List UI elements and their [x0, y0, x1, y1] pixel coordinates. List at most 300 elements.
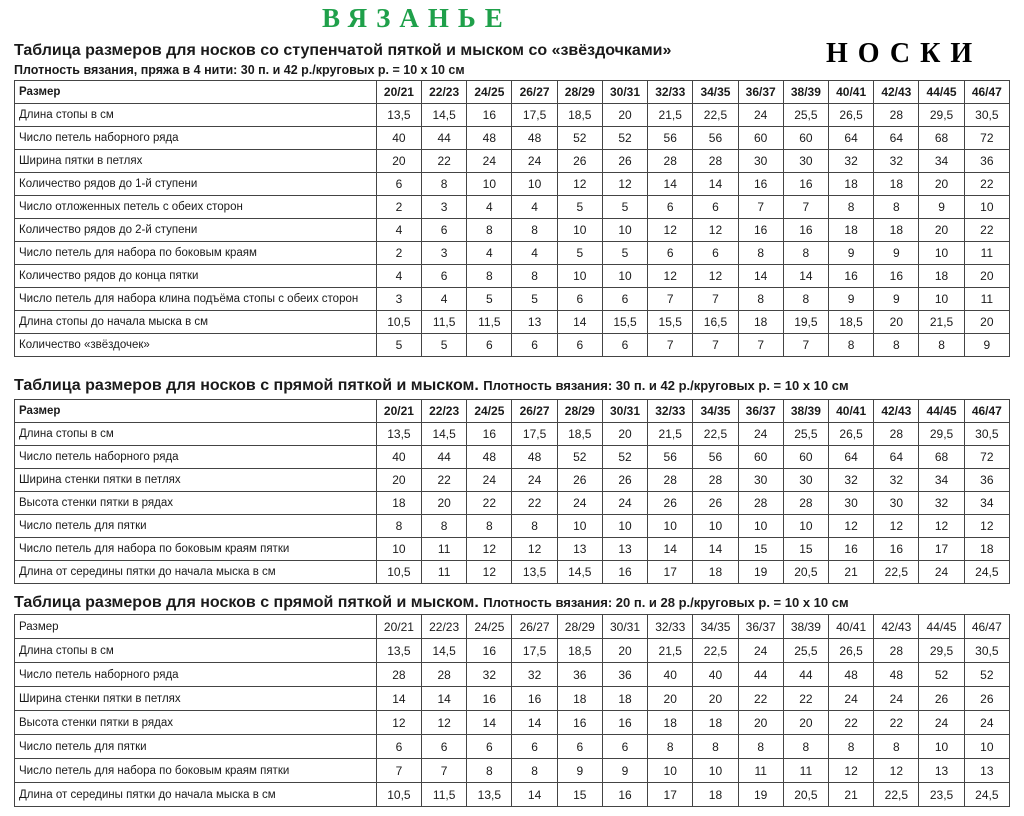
value-cell: 8 [693, 735, 738, 759]
value-cell: 22 [422, 469, 467, 492]
value-cell: 20 [602, 639, 647, 663]
value-cell: 56 [648, 446, 693, 469]
value-cell: 6 [376, 735, 421, 759]
value-cell: 18 [829, 173, 874, 196]
value-cell: 10 [964, 196, 1009, 219]
table3 [14, 614, 1010, 807]
value-cell: 6 [557, 735, 602, 759]
value-cell: 48 [467, 127, 512, 150]
value-cell: 26,5 [829, 104, 874, 127]
value-cell: 13,5 [376, 423, 421, 446]
size-header-cell: 24/25 [467, 400, 512, 423]
value-cell: 52 [919, 663, 964, 687]
size-header-cell: 26/27 [512, 400, 557, 423]
size-header-cell: 46/47 [964, 400, 1009, 423]
size-header-cell: 36/37 [738, 81, 783, 104]
value-cell: 10 [557, 265, 602, 288]
value-cell: 21,5 [648, 639, 693, 663]
value-cell: 32 [512, 663, 557, 687]
row-label-cell: Длина стопы в см [15, 639, 377, 663]
value-cell: 11,5 [422, 783, 467, 807]
value-cell: 11 [964, 288, 1009, 311]
value-cell: 19,5 [783, 311, 828, 334]
value-cell: 60 [738, 446, 783, 469]
table-row [15, 759, 1010, 783]
value-cell: 13,5 [376, 104, 421, 127]
value-cell: 24,5 [964, 561, 1009, 584]
row-label-cell: Число петель для набора по боковым краям пятки [15, 538, 377, 561]
value-cell: 16 [467, 104, 512, 127]
value-cell: 16 [467, 639, 512, 663]
value-cell: 48 [467, 446, 512, 469]
value-cell: 18 [874, 219, 919, 242]
value-cell: 11 [964, 242, 1009, 265]
value-cell: 6 [557, 288, 602, 311]
size-header-cell: 38/39 [783, 81, 828, 104]
value-cell: 20 [376, 469, 421, 492]
value-cell: 10 [376, 538, 421, 561]
value-cell: 7 [376, 759, 421, 783]
value-cell: 13 [919, 759, 964, 783]
value-cell: 11,5 [467, 311, 512, 334]
value-cell: 44 [422, 446, 467, 469]
value-cell: 10 [738, 515, 783, 538]
value-cell: 48 [512, 446, 557, 469]
table-row [15, 334, 1010, 357]
value-cell: 12 [557, 173, 602, 196]
value-cell: 7 [422, 759, 467, 783]
value-cell: 18 [376, 492, 421, 515]
value-cell: 22,5 [693, 423, 738, 446]
value-cell: 44 [422, 127, 467, 150]
value-cell: 8 [783, 288, 828, 311]
table-row [15, 735, 1010, 759]
value-cell: 32 [874, 469, 919, 492]
value-cell: 10,5 [376, 561, 421, 584]
value-cell: 12 [648, 219, 693, 242]
value-cell: 6 [422, 735, 467, 759]
value-cell: 14 [467, 711, 512, 735]
size-header-cell: 40/41 [829, 615, 874, 639]
value-cell: 14,5 [422, 639, 467, 663]
value-cell: 48 [829, 663, 874, 687]
size-header-cell: 44/45 [919, 81, 964, 104]
table-row [15, 687, 1010, 711]
value-cell: 17,5 [512, 423, 557, 446]
value-cell: 52 [557, 127, 602, 150]
table-row [15, 173, 1010, 196]
value-cell: 10 [964, 735, 1009, 759]
row-label-cell: Число петель для набора по боковым краям [15, 242, 377, 265]
value-cell: 4 [467, 242, 512, 265]
value-cell: 7 [783, 334, 828, 357]
value-cell: 10 [602, 265, 647, 288]
value-cell: 40 [693, 663, 738, 687]
value-cell: 20 [376, 150, 421, 173]
size-header-cell: 36/37 [738, 400, 783, 423]
table2 [14, 399, 1010, 584]
value-cell: 30 [738, 150, 783, 173]
value-cell: 21,5 [919, 311, 964, 334]
value-cell: 21,5 [648, 423, 693, 446]
value-cell: 26 [919, 687, 964, 711]
table2-subtitle: Плотность вязания: 30 п. и 42 р./круговых р. = 10 x 10 см [483, 378, 849, 393]
value-cell: 36 [964, 150, 1009, 173]
row-label-cell: Длина стопы до начала мыска в см [15, 311, 377, 334]
header-row [15, 400, 1010, 423]
value-cell: 11 [422, 561, 467, 584]
size-header-cell: 44/45 [919, 615, 964, 639]
value-cell: 32 [467, 663, 512, 687]
size-header-cell: 40/41 [829, 400, 874, 423]
value-cell: 24 [557, 492, 602, 515]
value-cell: 18 [693, 711, 738, 735]
value-cell: 13,5 [512, 561, 557, 584]
value-cell: 29,5 [919, 423, 964, 446]
value-cell: 17 [919, 538, 964, 561]
row-label-cell: Число петель для набора клина подъёма стопы с обеих сторон [15, 288, 377, 311]
value-cell: 28 [874, 639, 919, 663]
size-header-cell: 26/27 [512, 81, 557, 104]
value-cell: 36 [602, 663, 647, 687]
value-cell: 5 [602, 242, 647, 265]
value-cell: 5 [422, 334, 467, 357]
table-row [15, 538, 1010, 561]
value-cell: 48 [512, 127, 557, 150]
table-row [15, 561, 1010, 584]
table-row [15, 639, 1010, 663]
row-label-cell: Число петель для набора по боковым краям пятки [15, 759, 377, 783]
value-cell: 24 [964, 711, 1009, 735]
value-cell: 8 [829, 735, 874, 759]
table2-heading [14, 377, 849, 395]
value-cell: 22 [512, 492, 557, 515]
value-cell: 30,5 [964, 639, 1009, 663]
value-cell: 23,5 [919, 783, 964, 807]
value-cell: 24 [512, 469, 557, 492]
value-cell: 16 [874, 538, 919, 561]
table2-title: Таблица размеров для носков с прямой пяткой и мыском. [14, 377, 479, 394]
value-cell: 22,5 [693, 639, 738, 663]
value-cell: 8 [422, 515, 467, 538]
size-header-cell: 32/33 [648, 615, 693, 639]
value-cell: 28 [648, 469, 693, 492]
value-cell: 12 [422, 711, 467, 735]
value-cell: 13 [512, 311, 557, 334]
value-cell: 20 [422, 492, 467, 515]
size-header-cell: 30/31 [602, 615, 647, 639]
value-cell: 28 [422, 663, 467, 687]
table-row [15, 663, 1010, 687]
table-row [15, 150, 1010, 173]
value-cell: 20,5 [783, 783, 828, 807]
value-cell: 60 [783, 127, 828, 150]
value-cell: 32 [829, 469, 874, 492]
value-cell: 14 [376, 687, 421, 711]
value-cell: 10 [693, 759, 738, 783]
value-cell: 9 [964, 334, 1009, 357]
value-cell: 10 [919, 242, 964, 265]
value-cell: 8 [829, 334, 874, 357]
value-cell: 60 [783, 446, 828, 469]
value-cell: 21 [829, 561, 874, 584]
value-cell: 32 [829, 150, 874, 173]
value-cell: 20 [964, 265, 1009, 288]
value-cell: 10 [467, 173, 512, 196]
value-cell: 8 [738, 242, 783, 265]
value-cell: 12 [467, 561, 512, 584]
value-cell: 7 [783, 196, 828, 219]
row-label-cell: Число петель наборного ряда [15, 446, 377, 469]
size-header-cell: 22/23 [422, 400, 467, 423]
value-cell: 26,5 [829, 639, 874, 663]
value-cell: 28 [783, 492, 828, 515]
value-cell: 9 [602, 759, 647, 783]
value-cell: 10 [512, 173, 557, 196]
value-cell: 18 [602, 687, 647, 711]
value-cell: 2 [376, 242, 421, 265]
value-cell: 9 [874, 242, 919, 265]
value-cell: 4 [376, 219, 421, 242]
value-cell: 10 [919, 288, 964, 311]
value-cell: 10 [602, 219, 647, 242]
value-cell: 29,5 [919, 104, 964, 127]
value-cell: 14 [738, 265, 783, 288]
value-cell: 26 [602, 469, 647, 492]
value-cell: 6 [467, 334, 512, 357]
value-cell: 10 [648, 515, 693, 538]
size-header-cell: 30/31 [602, 81, 647, 104]
value-cell: 30 [874, 492, 919, 515]
brand-socks: НОСКИ [826, 38, 983, 69]
value-cell: 18 [693, 561, 738, 584]
value-cell: 6 [648, 242, 693, 265]
value-cell: 6 [693, 242, 738, 265]
value-cell: 10 [557, 515, 602, 538]
value-cell: 18 [829, 219, 874, 242]
header-label-cell: Размер [15, 615, 377, 639]
value-cell: 26,5 [829, 423, 874, 446]
value-cell: 18 [964, 538, 1009, 561]
size-header-cell: 22/23 [422, 81, 467, 104]
table-row [15, 783, 1010, 807]
size-header-cell: 44/45 [919, 400, 964, 423]
value-cell: 72 [964, 127, 1009, 150]
row-label-cell: Число петель наборного ряда [15, 127, 377, 150]
value-cell: 5 [557, 242, 602, 265]
value-cell: 22 [829, 711, 874, 735]
value-cell: 15 [783, 538, 828, 561]
value-cell: 4 [512, 242, 557, 265]
value-cell: 20,5 [783, 561, 828, 584]
value-cell: 17 [648, 783, 693, 807]
row-label-cell: Число петель для пятки [15, 735, 377, 759]
value-cell: 14 [557, 311, 602, 334]
value-cell: 14 [648, 538, 693, 561]
value-cell: 26 [557, 469, 602, 492]
value-cell: 16 [602, 711, 647, 735]
value-cell: 24 [602, 492, 647, 515]
value-cell: 8 [467, 515, 512, 538]
value-cell: 8 [738, 735, 783, 759]
value-cell: 32 [874, 150, 919, 173]
value-cell: 7 [693, 334, 738, 357]
header-label-cell: Размер [15, 400, 377, 423]
value-cell: 5 [557, 196, 602, 219]
value-cell: 8 [874, 334, 919, 357]
size-header-cell: 46/47 [964, 81, 1009, 104]
value-cell: 14 [512, 783, 557, 807]
size-header-cell: 40/41 [829, 81, 874, 104]
value-cell: 10 [783, 515, 828, 538]
value-cell: 20 [738, 711, 783, 735]
value-cell: 3 [422, 242, 467, 265]
value-cell: 6 [422, 219, 467, 242]
value-cell: 15 [738, 538, 783, 561]
table-row [15, 515, 1010, 538]
value-cell: 16 [512, 687, 557, 711]
value-cell: 64 [829, 127, 874, 150]
value-cell: 8 [467, 759, 512, 783]
value-cell: 18 [557, 687, 602, 711]
value-cell: 52 [964, 663, 1009, 687]
table3-title: Таблица размеров для носков с прямой пяткой и мыском. [14, 594, 479, 611]
value-cell: 12 [919, 515, 964, 538]
size-header-cell: 20/21 [376, 615, 421, 639]
value-cell: 8 [648, 735, 693, 759]
value-cell: 12 [602, 173, 647, 196]
value-cell: 10 [693, 515, 738, 538]
value-cell: 16 [557, 711, 602, 735]
value-cell: 3 [422, 196, 467, 219]
value-cell: 18,5 [557, 423, 602, 446]
value-cell: 7 [693, 288, 738, 311]
row-label-cell: Длина от середины пятки до начала мыска в см [15, 783, 377, 807]
value-cell: 34 [919, 150, 964, 173]
value-cell: 17 [648, 561, 693, 584]
value-cell: 8 [829, 196, 874, 219]
value-cell: 16 [602, 783, 647, 807]
value-cell: 6 [512, 735, 557, 759]
row-label-cell: Количество «звёздочек» [15, 334, 377, 357]
size-header-cell: 20/21 [376, 81, 421, 104]
value-cell: 6 [557, 334, 602, 357]
value-cell: 21 [829, 783, 874, 807]
value-cell: 12 [829, 759, 874, 783]
value-cell: 20 [602, 104, 647, 127]
value-cell: 22 [874, 711, 919, 735]
value-cell: 16 [783, 173, 828, 196]
value-cell: 8 [467, 265, 512, 288]
value-cell: 18 [648, 711, 693, 735]
table1 [14, 80, 1010, 357]
value-cell: 14 [693, 173, 738, 196]
value-cell: 8 [783, 735, 828, 759]
value-cell: 8 [512, 219, 557, 242]
value-cell: 8 [738, 288, 783, 311]
value-cell: 30 [783, 150, 828, 173]
value-cell: 10,5 [376, 311, 421, 334]
row-label-cell: Количество рядов до 1-й ступени [15, 173, 377, 196]
value-cell: 24,5 [964, 783, 1009, 807]
value-cell: 17,5 [512, 639, 557, 663]
row-label-cell: Высота стенки пятки в рядах [15, 711, 377, 735]
value-cell: 16 [602, 561, 647, 584]
value-cell: 68 [919, 127, 964, 150]
value-cell: 6 [512, 334, 557, 357]
header-row [15, 81, 1010, 104]
value-cell: 19 [738, 783, 783, 807]
value-cell: 26 [557, 150, 602, 173]
value-cell: 15,5 [648, 311, 693, 334]
value-cell: 24 [738, 423, 783, 446]
value-cell: 14,5 [422, 423, 467, 446]
value-cell: 8 [422, 173, 467, 196]
value-cell: 12 [467, 538, 512, 561]
size-header-cell: 46/47 [964, 615, 1009, 639]
size-header-cell: 38/39 [783, 400, 828, 423]
value-cell: 7 [738, 196, 783, 219]
value-cell: 15 [557, 783, 602, 807]
value-cell: 9 [919, 196, 964, 219]
value-cell: 16 [738, 173, 783, 196]
value-cell: 25,5 [783, 104, 828, 127]
size-header-cell: 28/29 [557, 615, 602, 639]
value-cell: 8 [512, 759, 557, 783]
value-cell: 68 [919, 446, 964, 469]
value-cell: 28 [648, 150, 693, 173]
table-row [15, 311, 1010, 334]
value-cell: 8 [376, 515, 421, 538]
value-cell: 22 [964, 219, 1009, 242]
value-cell: 17,5 [512, 104, 557, 127]
size-header-cell: 34/35 [693, 615, 738, 639]
value-cell: 18,5 [557, 104, 602, 127]
value-cell: 18,5 [557, 639, 602, 663]
value-cell: 8 [512, 515, 557, 538]
table-row [15, 492, 1010, 515]
value-cell: 4 [512, 196, 557, 219]
value-cell: 8 [874, 196, 919, 219]
value-cell: 10 [648, 759, 693, 783]
value-cell: 28 [738, 492, 783, 515]
row-label-cell: Количество рядов до конца пятки [15, 265, 377, 288]
value-cell: 10 [602, 515, 647, 538]
value-cell: 9 [829, 242, 874, 265]
size-header-cell: 20/21 [376, 400, 421, 423]
value-cell: 16 [829, 538, 874, 561]
size-header-cell: 38/39 [783, 615, 828, 639]
value-cell: 8 [919, 334, 964, 357]
value-cell: 24 [738, 104, 783, 127]
size-header-cell: 30/31 [602, 400, 647, 423]
value-cell: 24 [467, 150, 512, 173]
value-cell: 5 [467, 288, 512, 311]
value-cell: 24 [829, 687, 874, 711]
value-cell: 28 [874, 104, 919, 127]
value-cell: 19 [738, 561, 783, 584]
value-cell: 48 [874, 663, 919, 687]
table-row [15, 104, 1010, 127]
size-header-cell: 34/35 [693, 400, 738, 423]
value-cell: 30 [783, 469, 828, 492]
value-cell: 11 [783, 759, 828, 783]
value-cell: 24 [738, 639, 783, 663]
value-cell: 4 [467, 196, 512, 219]
value-cell: 22,5 [874, 783, 919, 807]
size-header-cell: 28/29 [557, 400, 602, 423]
size-header-cell: 34/35 [693, 81, 738, 104]
